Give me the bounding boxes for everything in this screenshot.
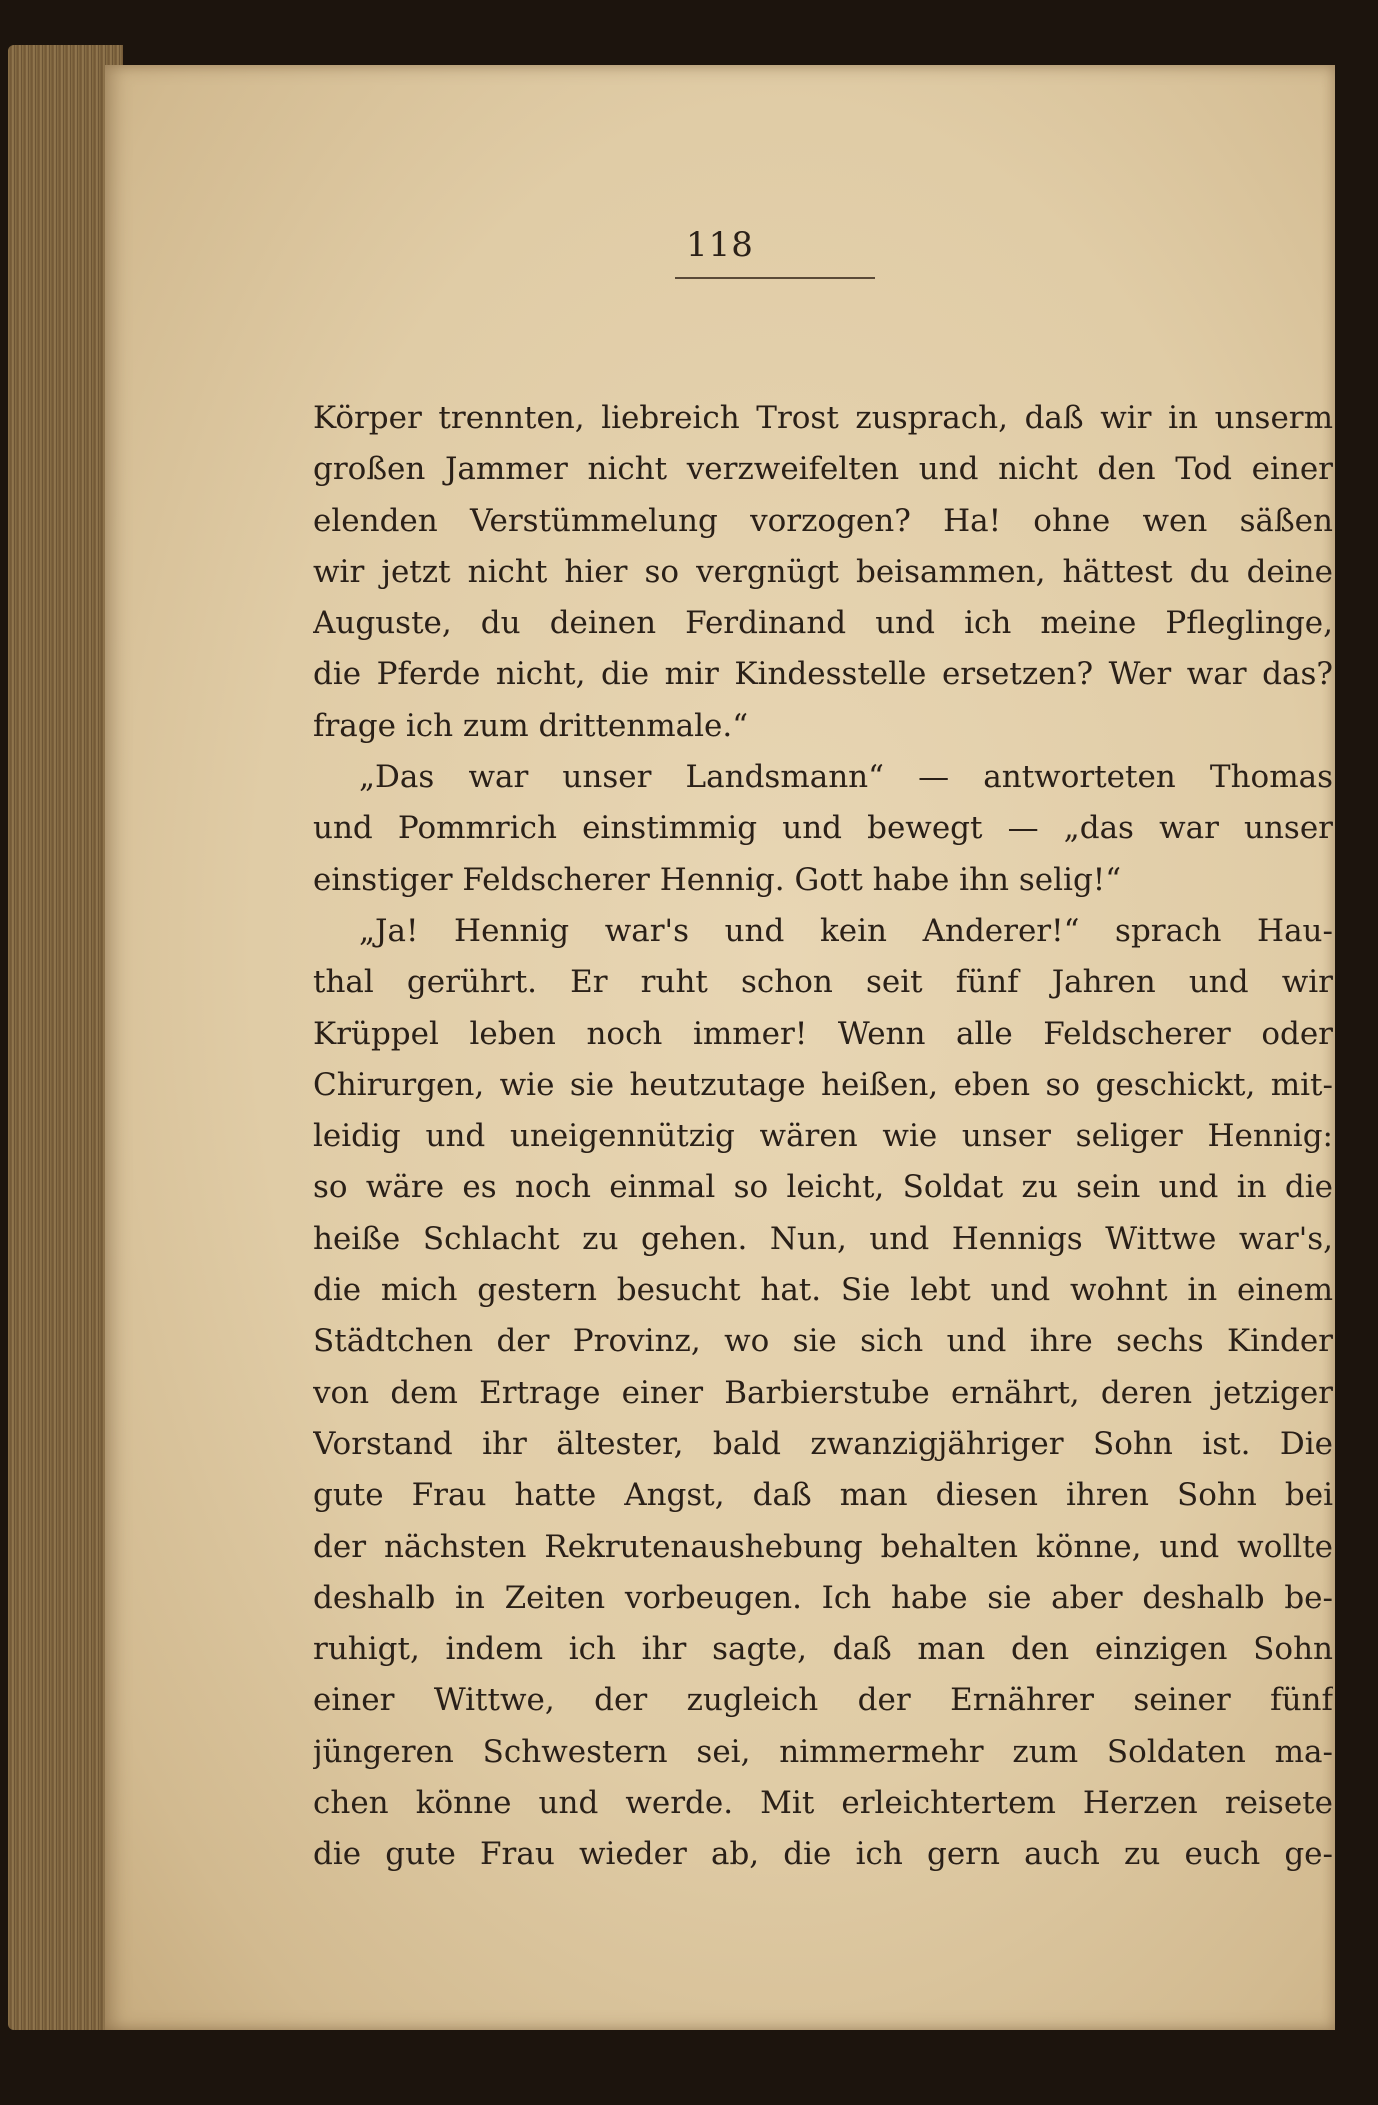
text-line: Vorstand ihr ältester, bald zwanzigjähriger Sohn ist. Die bbox=[313, 1425, 1333, 1462]
text-line: deshalb in Zeiten vorbeugen. Ich habe sie aber deshalb be- bbox=[313, 1579, 1333, 1616]
text-line: so wäre es noch einmal so leicht, Soldat zu sein und in die bbox=[313, 1169, 1333, 1206]
text-line: ruhigt, indem ich ihr sagte, daß man den einzigen Sohn bbox=[313, 1631, 1333, 1668]
text-line: jüngeren Schwestern sei, nimmermehr zum Soldaten ma- bbox=[313, 1733, 1333, 1770]
page-number: 118 bbox=[686, 225, 754, 265]
text-line: wir jetzt nicht hier so vergnügt beisammen, hättest du deine bbox=[313, 553, 1333, 590]
page-header bbox=[105, 225, 1335, 265]
text-line: thal gerührt. Er ruht schon seit fünf Jahren und wir bbox=[313, 964, 1333, 1001]
text-line: Krüppel leben noch immer! Wenn alle Feldscherer oder bbox=[313, 1015, 1333, 1052]
body-text bbox=[313, 393, 1333, 1881]
text-line: „Ja! Hennig war's und kein Anderer!“ sprach Hau- bbox=[359, 912, 1333, 949]
text-line: chen könne und werde. Mit erleichtertem Herzen reisete bbox=[313, 1785, 1333, 1822]
text-line: „Das war unser Landsmann“ — antworteten Thomas bbox=[359, 759, 1333, 796]
text-line: die gute Frau wieder ab, die ich gern auch zu euch ge- bbox=[313, 1836, 1333, 1873]
text-line: Auguste, du deinen Ferdinand und ich meine Pfleglinge, bbox=[313, 605, 1333, 642]
header-rule bbox=[675, 277, 875, 279]
text-line: von dem Ertrage einer Barbierstube ernährt, deren jetziger bbox=[313, 1374, 1333, 1411]
text-line: die mich gestern besucht hat. Sie lebt und wohnt in einem bbox=[313, 1272, 1333, 1309]
text-line: die Pferde nicht, die mir Kindesstelle ersetzen? Wer war das? bbox=[313, 656, 1333, 693]
text-line: einer Wittwe, der zugleich der Ernährer seiner fünf bbox=[313, 1682, 1333, 1719]
text-line: gute Frau hatte Angst, daß man diesen ihren Sohn bei bbox=[313, 1477, 1333, 1514]
text-line: und Pommrich einstimmig und bewegt — „das war unser bbox=[313, 810, 1333, 847]
text-line: elenden Verstümmelung vorzogen? Ha! ohne wen säßen bbox=[313, 502, 1333, 539]
text-line: Körper trennten, liebreich Trost zusprach, daß wir in unserm bbox=[313, 400, 1333, 436]
text-line: Chirurgen, wie sie heutzutage heißen, eben so geschickt, mit- bbox=[313, 1066, 1333, 1103]
book-page bbox=[105, 65, 1335, 2030]
text-line: Städtchen der Provinz, wo sie sich und ihre sechs Kinder bbox=[313, 1323, 1333, 1360]
text-line: einstiger Feldscherer Hennig. Gott habe ihn selig!“ bbox=[313, 861, 1122, 898]
text-line: großen Jammer nicht verzweifelten und nicht den Tod einer bbox=[313, 451, 1333, 488]
text-line: der nächsten Rekrutenaushebung behalten könne, und wollte bbox=[313, 1528, 1333, 1565]
text-line: heiße Schlacht zu gehen. Nun, und Hennigs Wittwe war's, bbox=[313, 1220, 1333, 1257]
text-line: frage ich zum drittenmale.“ bbox=[313, 707, 749, 744]
text-line: leidig und uneigennützig wären wie unser seliger Hennig: bbox=[313, 1118, 1333, 1155]
